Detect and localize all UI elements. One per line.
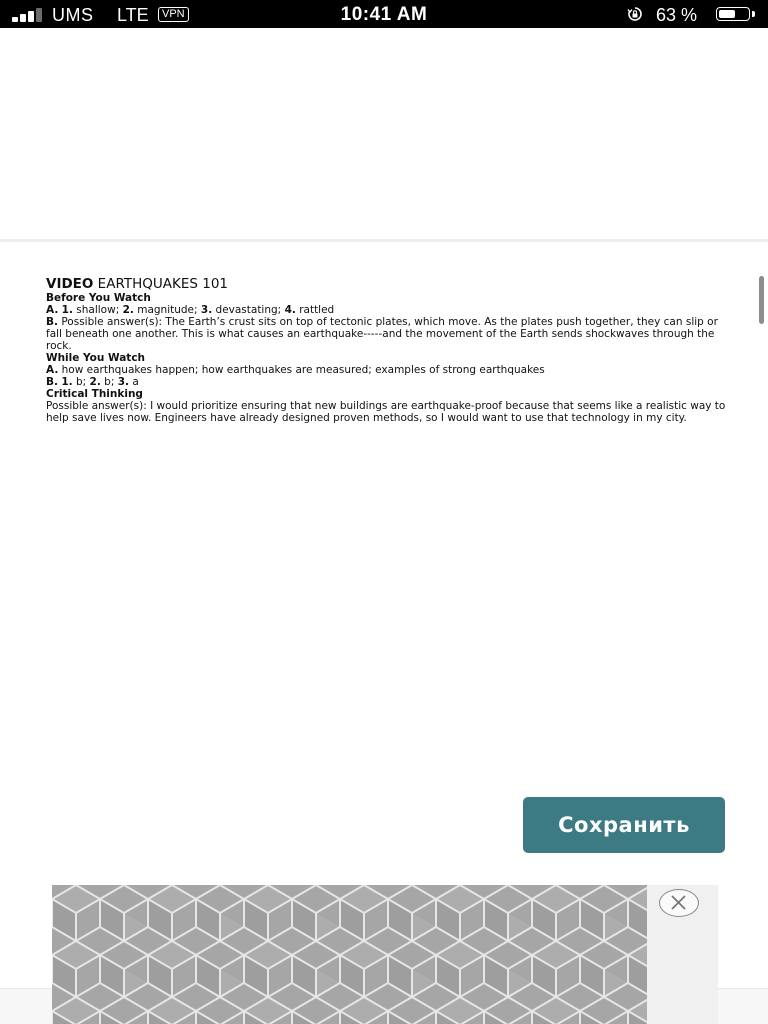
ad-close-button[interactable] bbox=[659, 889, 699, 917]
network-type: LTE bbox=[117, 5, 149, 25]
status-bar bbox=[0, 0, 768, 28]
rotation-lock-icon bbox=[627, 6, 643, 22]
ad-image[interactable] bbox=[52, 885, 647, 1024]
answer-b-while: B. 1. b; 2. b; 3. a bbox=[46, 376, 139, 388]
document-blank-area bbox=[0, 28, 768, 239]
document-page bbox=[46, 276, 736, 424]
save-button[interactable]: Сохранить bbox=[523, 797, 725, 853]
critical-thinking-answer: Possible answer(s): I would prioritize ensuring that new buildings are earthquake-proof because that seems like a realistic way to help save lives now. Engineers have already designed proven methods, so I would want to use that technology in my city. bbox=[46, 400, 726, 424]
heading-before-you-watch: Before You Watch bbox=[46, 292, 151, 304]
title-video-label: VIDEO bbox=[46, 276, 94, 292]
ad-banner[interactable] bbox=[52, 885, 718, 1024]
battery-percent: 63 % bbox=[656, 5, 698, 25]
title-text: EARTHQUAKES 101 bbox=[93, 276, 228, 292]
vpn-badge: VPN bbox=[158, 7, 189, 22]
answer-a-while: A. how earthquakes happen; how earthquakes are measured; examples of strong earthquakes bbox=[46, 364, 545, 376]
heading-while-you-watch: While You Watch bbox=[46, 352, 146, 364]
battery-icon bbox=[716, 7, 750, 21]
heading-critical-thinking: Critical Thinking bbox=[46, 388, 143, 400]
answer-b-before: B. Possible answer(s): The Earth’s crust sits on top of tectonic plates, which move. As the plates push together, they can slip or fall beneath one another. This is what causes an earthquake-----and the movement of the Earth sends shockwaves through the rock. bbox=[46, 316, 718, 352]
document-title bbox=[46, 276, 736, 292]
battery-tip bbox=[752, 11, 755, 17]
close-icon bbox=[660, 890, 697, 915]
clock: 10:41 AM bbox=[340, 4, 428, 25]
carrier-name: UMS bbox=[52, 5, 94, 25]
answer-a-before: A. 1. shallow; 2. magnitude; 3. devastating; 4. rattled bbox=[46, 304, 335, 316]
scrollbar-thumb[interactable] bbox=[759, 276, 764, 324]
page-divider bbox=[0, 239, 768, 242]
isometric-cube-pattern bbox=[52, 885, 647, 1024]
